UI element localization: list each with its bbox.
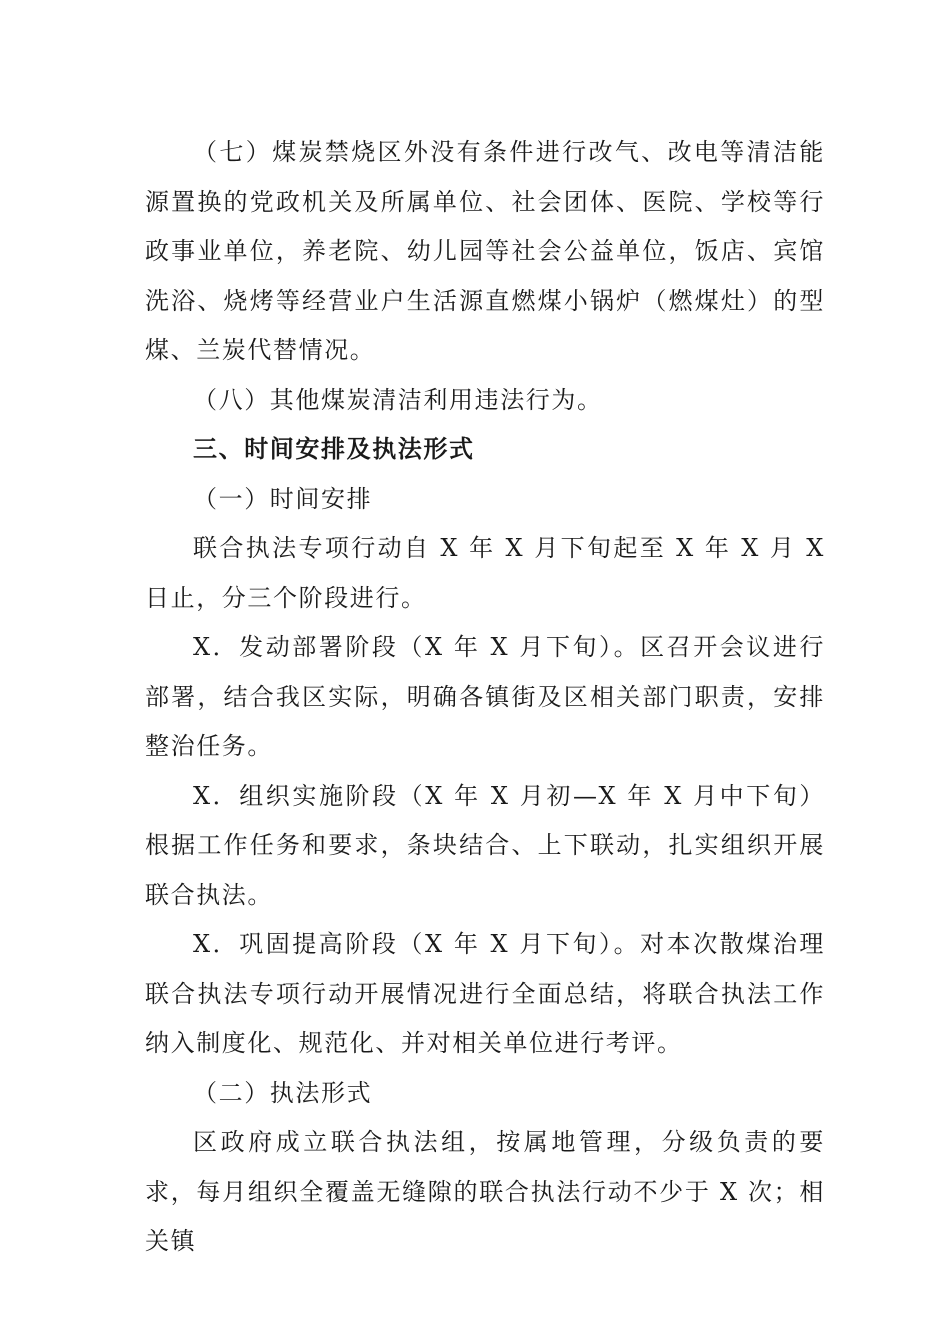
paragraph-item-8: （八）其他煤炭清洁利用违法行为。 — [193, 385, 603, 414]
paragraph-phase-3: X．巩固提高阶段（X 年 X 月下旬）。对本次散煤治理联合执法专项行动开展情况进行全面总结，将联合执法工作纳入制度化、规范化、并对相关单位进行考评。 — [145, 930, 825, 1057]
section-heading-3: 三、时间安排及执法形式 — [193, 435, 475, 463]
paragraph-schedule-intro: 联合执法专项行动自 X 年 X 月下旬起至 X 年 X 月 X 日止，分三个阶段进行。 — [145, 534, 825, 612]
paragraph-phase-2: X．组织实施阶段（X 年 X 月初—X 年 X 月中下旬）根据工作任务和要求，条块结合、上下联动，扎实组织开展联合执法。 — [145, 781, 825, 909]
document-page — [145, 128, 825, 1267]
subheading-enforcement-form: （二）执法形式 — [193, 1078, 373, 1107]
subheading-time-schedule: （一）时间安排 — [193, 484, 373, 513]
paragraph-enforcement-form: 区政府成立联合执法组，按属地管理，分级负责的要求，每月组织全覆盖无缝隙的联合执法行动不少于 X 次；相关镇 — [145, 1128, 825, 1255]
paragraph-item-7: （七）煤炭禁烧区外没有条件进行改气、改电等清洁能源置换的党政机关及所属单位、社会团体、医院、学校等行政事业单位，养老院、幼儿园等社会公益单位，饭店、宾馆洗浴、烧烤等经营业户生活源直燃煤小锅炉（燃煤灶）的型煤、兰炭代替情况。 — [145, 138, 825, 364]
paragraph-phase-1: X．发动部署阶段（X 年 X 月下旬）。区召开会议进行部署，结合我区实际，明确各镇街及区相关部门职责，安排整治任务。 — [145, 633, 825, 760]
